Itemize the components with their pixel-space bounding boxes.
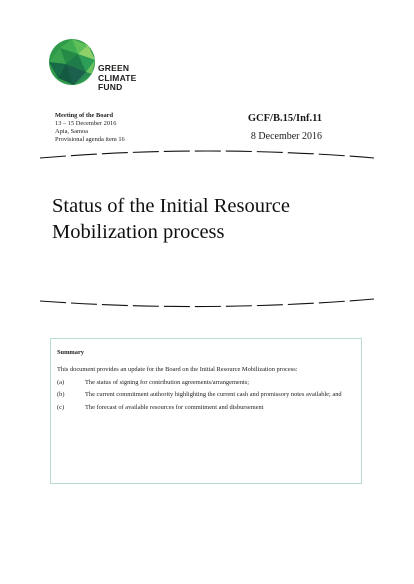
agenda-item: Provisional agenda item 16 <box>55 136 125 143</box>
summary-intro: This document provides an update for the Board on the Initial Resource Mobilization process: <box>57 366 298 374</box>
title-line-1: Status of the Initial Resource <box>52 195 290 217</box>
document-symbol: GCF/B.15/Inf.11 <box>247 113 322 124</box>
globe-icon <box>48 38 96 86</box>
document-date: 8 December 2016 <box>250 131 322 142</box>
document-reference <box>248 110 322 146</box>
item-text: The status of signing for contribution agreements/arrangements; <box>85 378 249 386</box>
wave-divider-top <box>40 150 374 164</box>
document-title <box>52 193 290 245</box>
item-label: (a) <box>57 378 65 386</box>
summary-box <box>50 338 362 484</box>
summary-heading: Summary <box>57 349 84 356</box>
summary-item <box>57 379 355 387</box>
item-label: (b) <box>57 391 65 399</box>
meeting-info <box>55 112 125 144</box>
meeting-location: Apia, Samoa <box>55 128 89 135</box>
item-text: The current commitment authority highlighting the current cash and promissory notes available; and <box>85 391 342 399</box>
item-text: The forecast of available resources for commitment and disbursement <box>85 403 264 411</box>
wave-divider-bottom <box>40 295 374 309</box>
title-line-2: Mobilization process <box>52 221 225 243</box>
item-label: (c) <box>57 403 65 411</box>
summary-item <box>57 391 355 399</box>
gcf-logo <box>48 38 178 98</box>
logo-wordmark <box>98 64 137 93</box>
summary-item <box>57 404 355 412</box>
logo-line-climate: CLIMATE <box>98 72 137 83</box>
meeting-dates: 13 – 15 December 2016 <box>55 120 117 127</box>
logo-line-fund: FUND <box>98 82 123 92</box>
logo-line-green: GREEN <box>98 63 130 73</box>
meeting-title: Meeting of the Board <box>55 112 114 119</box>
